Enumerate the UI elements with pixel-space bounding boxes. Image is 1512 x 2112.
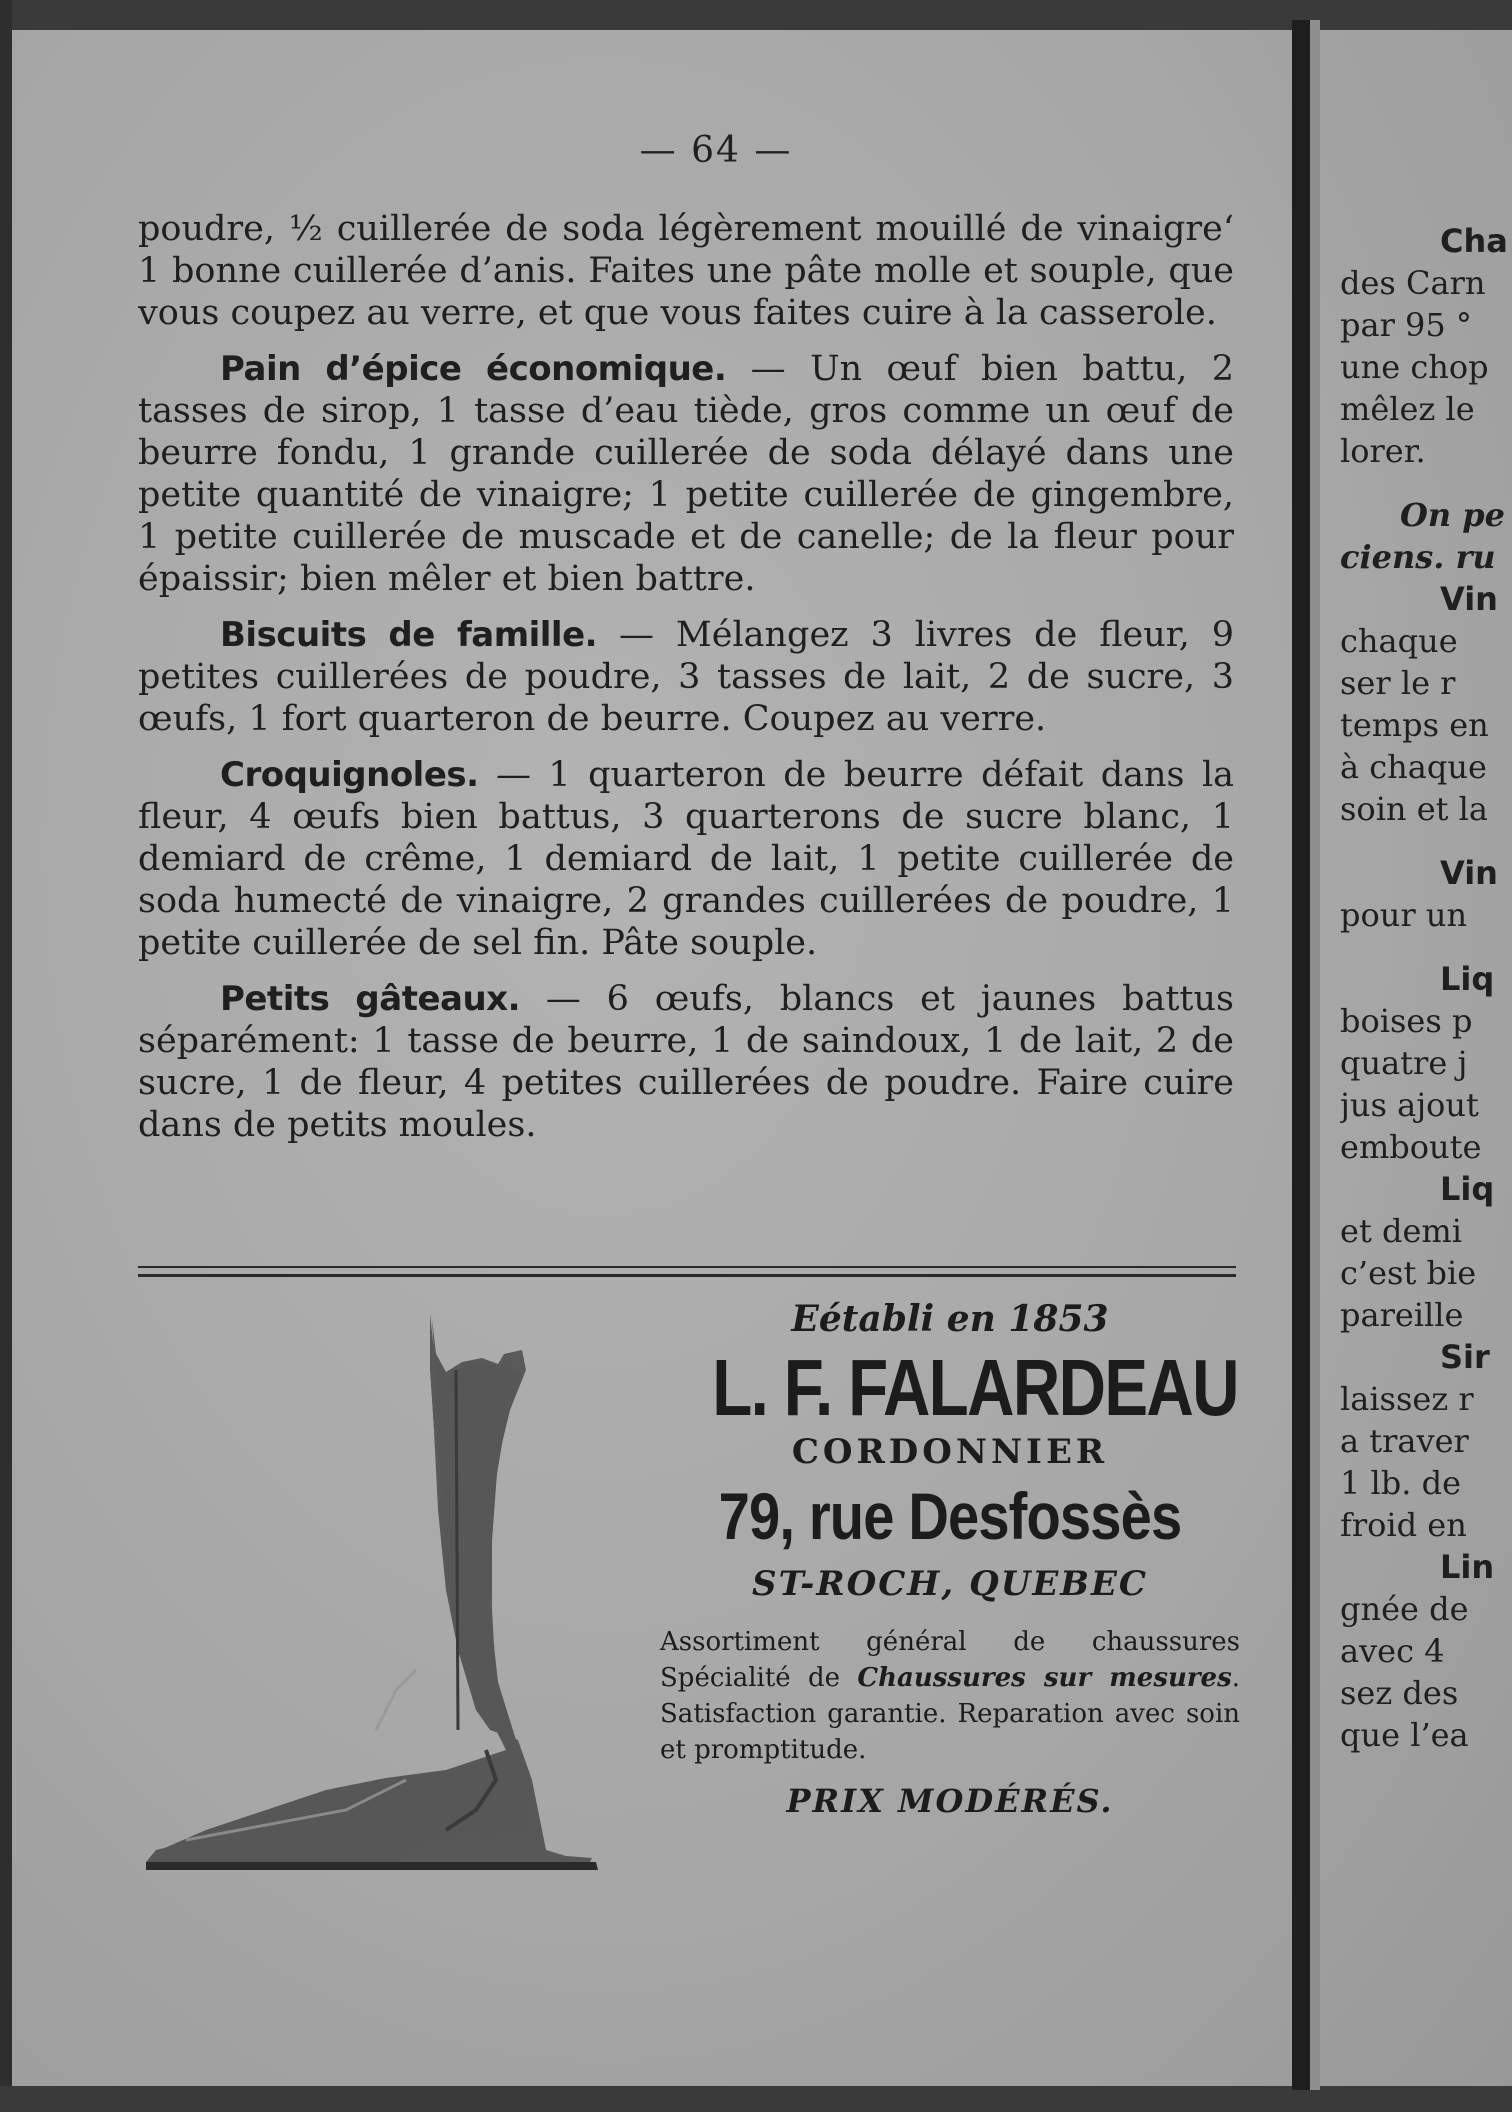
ad-desc-emphasis: Chaussures sur mesures bbox=[857, 1663, 1232, 1693]
recipe-text: — 6 œufs, blancs et jaunes battus séparément: 1 tasse de beurre, 1 de saindoux, 1 de lait, 2 de sucre, 1 de fleur, 4 petites cuillerées de poudre. Faire cuire dans de petits moules. bbox=[138, 979, 1234, 1145]
ad-address: 79, rue Desfossès bbox=[718, 1479, 1182, 1553]
scan-top-edge bbox=[0, 0, 1512, 30]
recipe-croquignoles bbox=[138, 754, 1234, 964]
facing-line: lorer. bbox=[1340, 432, 1426, 470]
facing-line: emboute bbox=[1340, 1128, 1482, 1166]
boot-illustration bbox=[146, 1310, 626, 1870]
facing-line: boises p bbox=[1340, 1002, 1473, 1040]
recipe-biscuits bbox=[138, 614, 1234, 740]
scan-left-edge bbox=[0, 0, 12, 2112]
ad-desc-part: Assortiment général de chaussures Spécialité de bbox=[660, 1627, 1240, 1693]
recipe-heading: Croquignoles. bbox=[220, 755, 479, 795]
recipe-text: — Un œuf bien battu, 2 tasses de sirop, 1 tasse d’eau tiède, gros comme un œuf de beurre fondu, 1 grande cuillerée de soda délayé dans une petite quantité de vinaigre; 1 petite cuillerée de gingembre, 1 petite cuillerée de muscade et de canelle; de la fleur pour épaissir; bien mêler et bien battre. bbox=[138, 349, 1234, 599]
recipe-heading: Petits gâteaux. bbox=[220, 979, 521, 1019]
facing-line: avec 4 bbox=[1340, 1632, 1445, 1670]
page-gutter-edge bbox=[1310, 20, 1320, 2090]
recipe-heading: Biscuits de famille. bbox=[220, 615, 598, 655]
facing-page-column bbox=[1340, 220, 1512, 1756]
facing-line: ciens. ru bbox=[1340, 538, 1496, 576]
facing-line: par 95 ° bbox=[1340, 306, 1472, 344]
ad-city: ST-ROCH, QUEBEC bbox=[752, 1564, 1148, 1604]
facing-line: Vin bbox=[1440, 580, 1498, 618]
facing-line: Lin bbox=[1440, 1548, 1495, 1586]
facing-line: a traver bbox=[1340, 1422, 1469, 1460]
facing-line: soin et la bbox=[1340, 790, 1488, 828]
facing-line: à chaque bbox=[1340, 748, 1487, 786]
recipe-pain-epice bbox=[138, 348, 1234, 600]
facing-line: chaque bbox=[1340, 622, 1458, 660]
facing-line: On pe bbox=[1400, 496, 1506, 534]
facing-line: des Carn bbox=[1340, 264, 1486, 302]
paragraph-text: poudre, ½ cuillerée de soda légèrement mouillé de vinaigre‘ 1 bonne cuillerée d’anis. Faites une pâte molle et souple, que vous coupez au verre, et que vous faites cuire à la casserole. bbox=[138, 209, 1234, 333]
facing-line: jus ajout bbox=[1340, 1086, 1479, 1124]
ad-trade: CORDONNIER bbox=[791, 1432, 1109, 1472]
paragraph-continuation bbox=[138, 208, 1234, 334]
divider-rule bbox=[138, 1266, 1236, 1268]
facing-line: froid en bbox=[1340, 1506, 1467, 1544]
ad-desc-part: . Satisfaction garantie. Reparation avec soin et promptitude. bbox=[660, 1663, 1241, 1765]
facing-line: Liq bbox=[1440, 960, 1495, 998]
ad-business-name: L. F. FALARDEAU bbox=[712, 1343, 1238, 1432]
facing-line: pareille bbox=[1340, 1296, 1464, 1334]
recipe-text: — 1 quarteron de beurre défait dans la fleur, 4 œufs bien battus, 3 quarterons de sucre blanc, 1 demiard de crême, 1 demiard de lait, 1 petite cuillerée de soda humecté de vinaigre, 2 grandes cuillerées de poudre, 1 petite cuillerée de sel fin. Pâte souple. bbox=[138, 755, 1234, 963]
facing-line: Liq bbox=[1440, 1170, 1495, 1208]
ad-description bbox=[660, 1624, 1240, 1768]
divider-rule bbox=[138, 1274, 1236, 1277]
facing-line: Sir bbox=[1440, 1338, 1490, 1376]
scan-bottom-edge bbox=[0, 2086, 1512, 2112]
recipe-text: — Mélangez 3 livres de fleur, 9 petites cuillerées de poudre, 3 tasses de lait, 2 de sucre, 3 œufs, 1 fort quarteron de beurre. Coupez au verre. bbox=[138, 615, 1234, 739]
facing-line: mêlez le bbox=[1340, 390, 1475, 428]
facing-line: quatre j bbox=[1340, 1044, 1468, 1082]
facing-line: 1 lb. de bbox=[1340, 1464, 1462, 1502]
main-column bbox=[138, 130, 1234, 1160]
facing-line: c’est bie bbox=[1340, 1254, 1477, 1292]
facing-line: gnée de bbox=[1340, 1590, 1469, 1628]
facing-line: une chop bbox=[1340, 348, 1489, 386]
facing-line: sez des bbox=[1340, 1674, 1459, 1712]
ad-price-note: PRIX MODÉRÉS. bbox=[786, 1782, 1114, 1820]
recipe-heading: Pain d’épice économique. bbox=[220, 349, 727, 389]
facing-line: temps en bbox=[1340, 706, 1489, 744]
facing-line: Cha bbox=[1440, 222, 1508, 260]
facing-line: laissez r bbox=[1340, 1380, 1474, 1418]
facing-line: que l’ea bbox=[1340, 1716, 1469, 1754]
facing-line: ser le r bbox=[1340, 664, 1456, 702]
page-number: — 64 — bbox=[639, 130, 793, 171]
facing-line: Vin bbox=[1440, 854, 1498, 892]
facing-line: et demi bbox=[1340, 1212, 1462, 1250]
ad-established: Eétabli en 1853 bbox=[791, 1298, 1109, 1340]
facing-line: pour un bbox=[1340, 896, 1468, 934]
page-gutter bbox=[1292, 20, 1310, 2090]
recipe-petits-gateaux bbox=[138, 978, 1234, 1146]
shoemaker-advertisement bbox=[660, 1290, 1240, 1820]
